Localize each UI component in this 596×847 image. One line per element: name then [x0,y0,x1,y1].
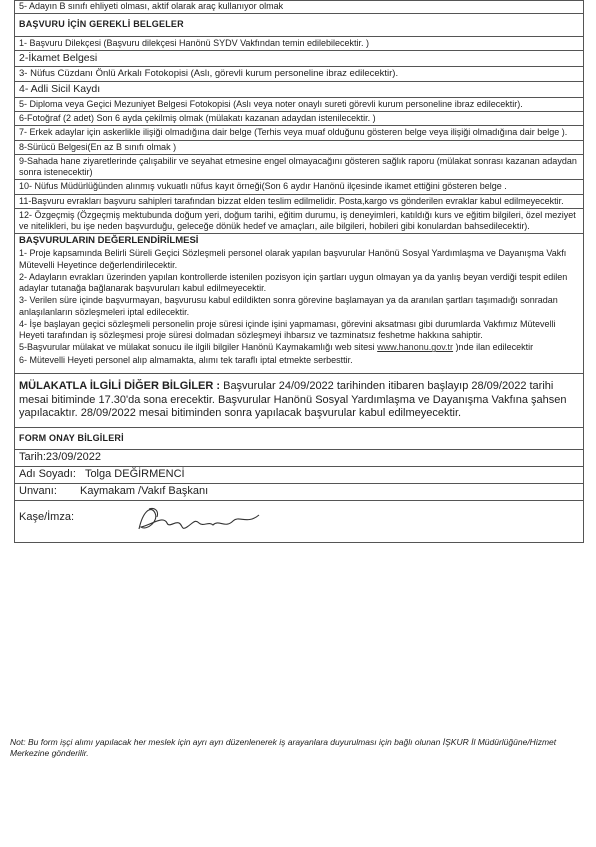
doc-item-9: 9-Sahada hane ziyaretlerinde çalışabilir ve seyahat etmesine engel olmayacağını gösteren sağlık raporu (mülakat sonrası kazanan adaydan sonra istenecektir) [15,154,584,180]
hanonu-website-link[interactable]: www.hanonu.gov.tr [377,342,454,353]
doc-item-8: 8-Sürücü Belgesi(En az B sınıfı olmak ) [15,140,584,154]
signature-icon [129,501,279,537]
title-label: Unvanı: [19,484,57,497]
approval-name-row [15,467,584,484]
doc-item-12: 12- Özgeçmiş (Özgeçmiş mektubunda doğum yeri, doğum tarihi, eğitim durumu, iş deneyimleri, katıldığı kurs ve eğitim bilgileri, özel meziyet ve nitelikleri, bu işe neden başvurduğu, geleceğe dönük hedef ve amaçları, aile bilgileri, hobileri gibi konulardan bahsedilecektir). [15,208,584,234]
name-value: Tolga DEĞİRMENCİ [84,468,185,480]
doc-item-4: 4- Adli Sicil Kaydı [15,81,584,97]
form-table [14,0,584,543]
evaluation-item-2: 2- Adayların evrakları üzerinden yapılan kontrollerde istenilen pozisyon için şartları uygun olmayan ya da yanlış beyan verdiği tespit edilen adaylar tutanağa bağlanarak başvuruları kabul edilmeyecektir. [19,271,568,293]
evaluation-item-5-end: )nde ilan edilecektir [453,342,534,353]
evaluation-section [15,234,584,373]
footer-note: Not: Bu form işçi alımı yapılacak her meslek için ayrı ayrı düzenlenerek iş arayanlara duyurulması için bağlı olunan İŞKUR İl Müdürlüğüne/Hizmet Merkezine gönderilir. [10,737,557,758]
title-value: Kaymakam /Vakıf Başkanı [79,484,209,497]
evaluation-item-6: 6- Mütevelli Heyeti personel alıp almamakta, alımı tek taraflı iptal etmekte serbesttir. [19,354,353,365]
doc-item-2: 2-İkamet Belgesi [15,50,584,66]
doc-item-6: 6-Fotoğraf (2 adet) Son 6 ayda çekilmiş olmak (mülakatı kazanan adaydan istenilecektir. ) [15,112,584,126]
evaluation-item-1: 1- Proje kapsamında Belirli Süreli Geçici Sözleşmeli personel olarak yapılan başvurular Hanönü Sosyal Yardımlaşma ve Dayanışma Vakfı Mütevelli Heyetince değerlendirilecektir. [19,248,567,270]
required-docs-title: BAŞVURU İÇİN GEREKLİ BELGELER [15,14,584,36]
evaluation-item-3: 3- Verilen süre içinde başvurmayan, başvurusu kabul edildikten sonra görevine başlamayan ya da aranılan şartları taşımadığı sonradan anlaşılanların sözleşmeleri iptal edilecektir. [19,295,558,317]
top-line: 5- Adayın B sınıfı ehliyeti olması, aktif olarak araç kullanıyor olmak [15,1,584,14]
doc-item-10: 10- Nüfus Müdürlüğünden alınmış vukuatlı nüfus kayıt örneği(Son 6 aydır Hanönü ilçesinde ikamet ettiğini gösteren belge . [15,180,584,194]
doc-item-7: 7- Erkek adaylar için askerlikle ilişiği olmadığına dair belge (Terhis veya muaf olduğunu gösteren belge veya ilişiği olmadığına dair belge ). [15,126,584,140]
interview-title: MÜLAKATLA İLGİLİ DİĞER BİLGİLER : [19,379,221,392]
interview-info [15,373,584,427]
application-form [14,0,584,543]
seal-label: Kaşe/İmza: [19,510,75,523]
approval-title: FORM ONAY BİLGİLERİ [15,428,584,450]
doc-item-11: 11-Başvuru evrakları başvuru sahipleri tarafından bizzat elden teslim edilmelidir. Posta,kargo vs gönderilen evraklar kabul edilmeyecektir. [15,194,584,208]
evaluation-item-4: 4- İşe başlayan geçici sözleşmeli personelin proje süresi içinde işini yapmaması, görevini aksatması gibi durumlarda Vakfımız Mütevelli Heyeti tarafından iş sözleşmesi proje süresi dolmadan sözleşmeyi ihbarsız ve tazminatsız feshetme hakkına sahiptir. [19,318,556,340]
name-label: Adı Soyadı: [19,468,76,480]
interview-body: Başvurular 24/09/2022 tarihinden itibaren başlayıp 28/09/2022 tarihi mesai bitiminde 17.30'da sona erecektir. Başvurular Hanönü Sosyal Yardımlaşma ve Dayanışma Vakfına şahsen yapılacaktır. 28/09/2022 mesai bitiminden sonra yapılacak başvurular kabul edilmeyecektir. [19,379,567,420]
evaluation-item-5-text: 5-Başvurular mülakat ve mülakat sonucu ile ilgili bilgiler Hanönü Kaymakamlığı web sitesi [19,342,378,353]
approval-title-row [15,483,584,500]
approval-seal-row [15,500,584,542]
approval-date: Tarih:23/09/2022 [15,450,584,467]
doc-item-1: 1- Başvuru Dilekçesi (Başvuru dilekçesi Hanönü SYDV Vakfından temin edilebilecektir. ) [15,36,584,50]
doc-item-5: 5- Diploma veya Geçici Mezuniyet Belgesi Fotokopisi (Aslı veya noter onaylı sureti görevli kurum personeline ibraz edilecektir). [15,97,584,111]
doc-item-3: 3- Nüfus Cüzdanı Önlü Arkalı Fotokopisi (Aslı, görevli kurum personeline ibraz edilecektir). [15,66,584,81]
evaluation-title: BAŞVURULARIN DEĞERLENDİRİLMESİ [19,235,199,247]
evaluation-item-5 [19,342,579,353]
